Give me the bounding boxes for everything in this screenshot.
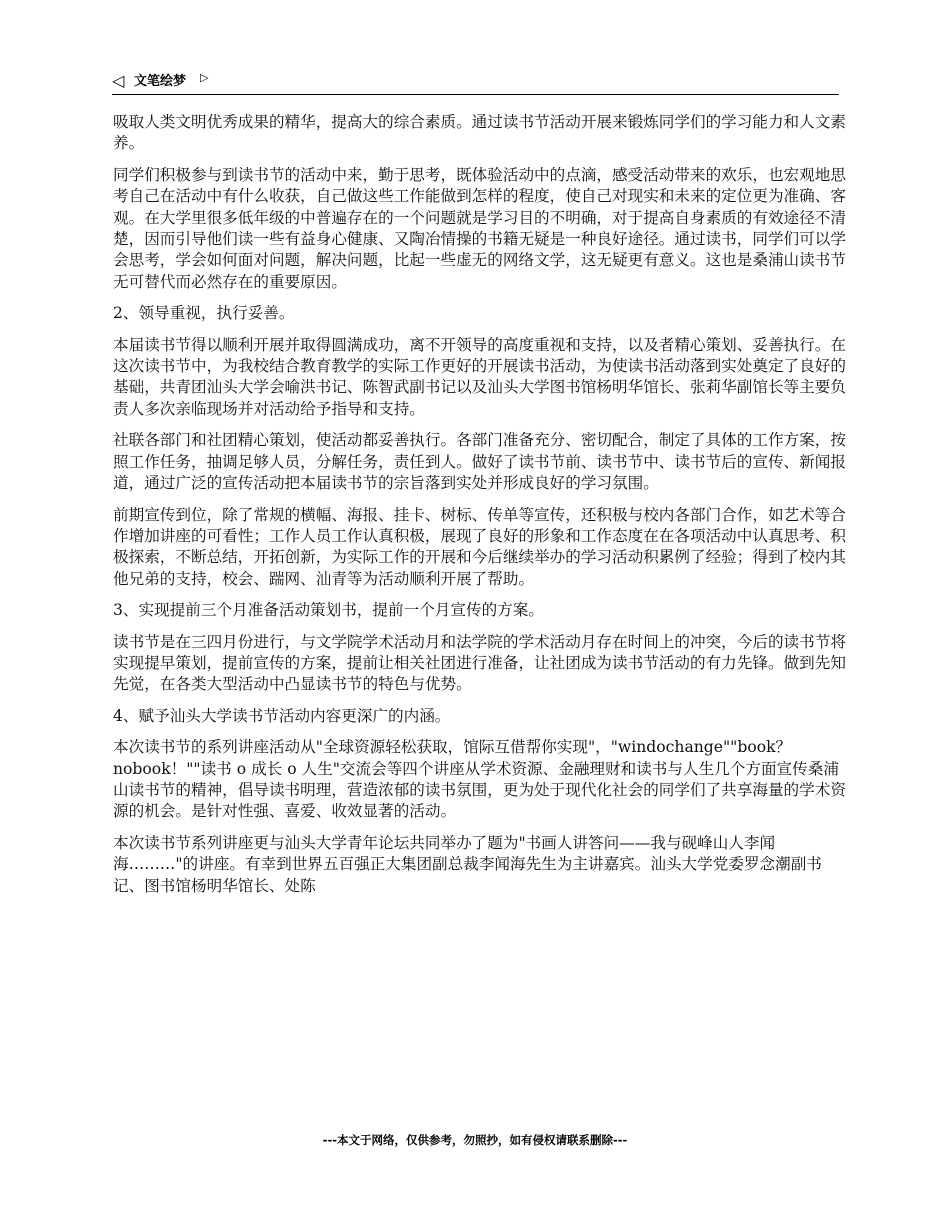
footer-disclaimer: ---本文于网络，仅供参考，勿照抄，如有侵权请联系删除--- bbox=[322, 1133, 628, 1147]
paragraph: 本届读书节得以顺利开展并取得圆满成功，离不开领导的高度重视和支持，以及者精心策划、妥善执行。在这次读书节中，为我校结合教育教学的实际工作更好的开展读书活动，为使读书活动落到实处奠定了良好的基础，共青团汕头大学会喻洪书记、陈智武副书记以及汕头大学图书馆杨明华馆长、张莉华副馆长等主要负责人多次亲临现场并对活动给予指导和支持。 bbox=[113, 335, 846, 418]
paragraph: 社联各部门和社团精心策划，使活动都妥善执行。各部门准备充分、密切配合，制定了具体的工作方案，按照工作任务，抽调足够人员，分解任务，责任到人。做好了读书节前、读书节中、读书节后的宣传、新闻报道，通过广泛的宣传活动把本届读书节的宗旨落到实处并形成良好的学习氛围。 bbox=[113, 431, 846, 493]
section-heading: 4、赋予汕头大学读书节活动内容更深广的内涵。 bbox=[113, 706, 451, 725]
section-heading: 3、实现提前三个月准备活动策划书，提前一个月宣传的方案。 bbox=[113, 601, 544, 620]
page-header bbox=[112, 70, 839, 95]
header-title: 文笔绘梦 bbox=[134, 74, 187, 89]
paragraph: 前期宣传到位，除了常规的横幅、海报、挂卡、树标、传单等宣传，还积极与校内各部门合作，如艺术等合作增加讲座的可看性；工作人员工作认真积极，展现了良好的形象和工作态度在在各项活动中认真思考、积极探索，不断总结，开拓创新，为实际工作的开展和今后继续举办的学习活动积累例了经验；得到了校内其他兄弟的支持，校会、踹网、汕青等为活动顺利开展了帮助。 bbox=[113, 505, 846, 588]
section-heading: 2、领导重视，执行妥善。 bbox=[113, 304, 295, 323]
document-body bbox=[113, 112, 853, 907]
paragraph: 本次读书节系列讲座更与汕头大学青年论坛共同举办了题为"书画人讲答问——我与砚峰山人李闻海………"的讲座。有幸到世界五百强正大集团副总裁李闻海先生为主讲嘉宾。汕头大学党委罗念潮副书记、图书馆杨明华馆长、处陈 bbox=[113, 833, 822, 895]
left-triangle-icon: ◁ bbox=[112, 71, 125, 90]
paragraph: 读书节是在三四月份进行，与文学院学术活动月和法学院的学术活动月存在时间上的冲突，今后的读书节将实现提早策划，提前宣传的方案，提前让相关社团进行准备，让社团成为读书节活动的有力先锋。做到先知先觉，在各类大型活动中凸显读书节的特色与优势。 bbox=[113, 632, 846, 694]
paragraph: 同学们积极参与到读书节的活动中来，勤于思考，既体验活动中的点滴，感受活动带来的欢乐，也宏观地思考自己在活动中有什么收获，自己做这些工作能做到怎样的程度，使自己对现实和未来的定位更为准确、客观。在大学里很多低年级的中普遍存在的一个问题就是学习目的不明确，对于提高自身素质的有效途径不清楚，因而引导他们读一些有益身心健康、又陶冶情操的书籍无疑是一种良好途径。通过读书，同学们可以学会思考，学会如何面对问题，解决问题，比起一些虚无的网络文学，这无疑更有意义。这也是桑浦山读书节无可替代而必然存在的重要原因。 bbox=[113, 165, 846, 291]
right-triangle-icon: ▷ bbox=[200, 71, 209, 84]
paragraph: 本次读书节的系列讲座活动从"全球资源轻松获取，馆际互借帮你实现"，"windochange""book？nobook！""读书 o 成长 o 人生"交流会等四个讲座从学术资源、金融理财和读书与人生几个方面宣传桑浦山读书节的精神，倡导读书明理，营造浓郁的读书氛围，更为处于现代化社会的同学们了共享海量的学术资源的机会。是针对性强、喜爱、收效显著的活动。 bbox=[113, 738, 846, 821]
paragraph: 吸取人类文明优秀成果的精华，提高大的综合素质。通过读书节活动开展来锻炼同学们的学习能力和人文素养。 bbox=[113, 113, 846, 153]
